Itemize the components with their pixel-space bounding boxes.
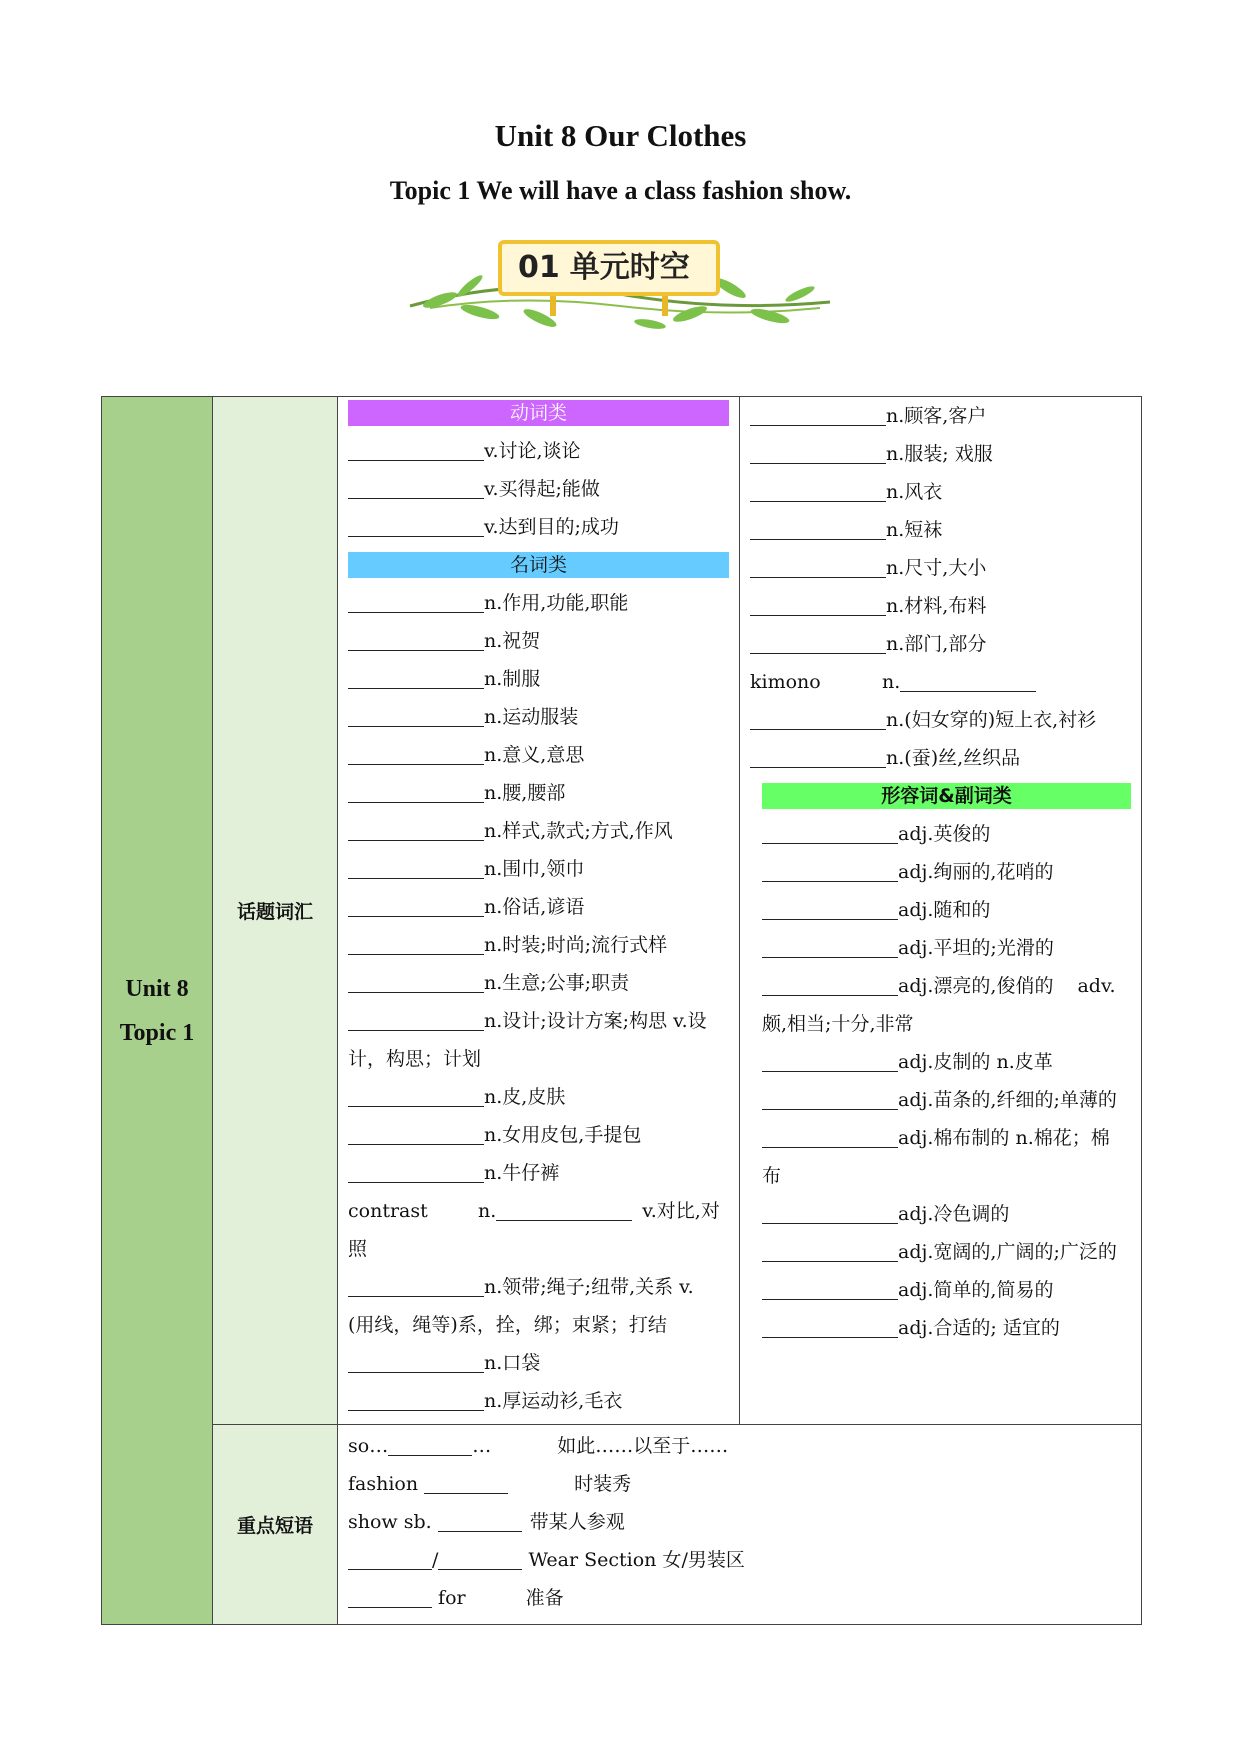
vocab-item: n.(蚕)丝,丝织品 bbox=[750, 739, 1131, 777]
vocab-item: n.祝贺 bbox=[348, 622, 729, 660]
answer-blank[interactable] bbox=[762, 1313, 898, 1338]
answer-blank[interactable] bbox=[750, 439, 886, 464]
answer-blank[interactable] bbox=[348, 512, 484, 537]
vocab-item: n.时装;时尚;流行式样 bbox=[348, 926, 729, 964]
answer-blank[interactable] bbox=[348, 664, 484, 689]
vocab-item: n.生意;公事;职责 bbox=[348, 964, 729, 1002]
vocab-item-continued: (用线，绳等)系，拴，绑；束紧；打结 bbox=[348, 1314, 667, 1336]
vocab-item: n.领带;绳子;纽带,关系 v. bbox=[348, 1268, 729, 1306]
vocab-item: kimono n. bbox=[750, 663, 1131, 701]
vocab-item: n.短袜 bbox=[750, 511, 1131, 549]
answer-blank[interactable] bbox=[762, 1085, 898, 1110]
vocab-item: n.俗话,谚语 bbox=[348, 888, 729, 926]
vocab-item: n.口袋 bbox=[348, 1344, 729, 1382]
answer-blank[interactable] bbox=[348, 702, 484, 727]
answer-blank[interactable] bbox=[388, 1431, 472, 1456]
section-banner bbox=[400, 236, 840, 346]
answer-blank[interactable] bbox=[762, 971, 898, 996]
vocab-item: n.设计;设计方案;构思 v.设 bbox=[348, 1002, 729, 1040]
vocab-item: n.厚运动衫,毛衣 bbox=[348, 1382, 729, 1420]
vocab-item: n.女用皮包,手提包 bbox=[348, 1116, 729, 1154]
vocab-left-column bbox=[338, 397, 740, 1425]
vocab-item: adj.随和的 bbox=[762, 891, 1131, 929]
answer-blank[interactable] bbox=[750, 401, 886, 426]
vocab-item: v.买得起;能做 bbox=[348, 470, 729, 508]
vocab-item: n.皮,皮肤 bbox=[348, 1078, 729, 1116]
answer-blank[interactable] bbox=[762, 1047, 898, 1072]
vocab-item: n.意义,意思 bbox=[348, 736, 729, 774]
answer-blank[interactable] bbox=[762, 1199, 898, 1224]
vocab-item: adj.棉布制的 n.棉花；棉 bbox=[762, 1119, 1131, 1157]
vocab-item: n.部门,部分 bbox=[750, 625, 1131, 663]
vocab-table bbox=[101, 396, 1142, 1625]
phrase-item: so… … 如此……以至于…… bbox=[348, 1427, 1131, 1465]
answer-blank[interactable] bbox=[762, 819, 898, 844]
vocab-item: adj.合适的; 适宜的 bbox=[762, 1309, 1131, 1347]
answer-blank[interactable] bbox=[348, 1158, 484, 1183]
vocab-item: adj.简单的,简易的 bbox=[762, 1271, 1131, 1309]
answer-blank[interactable] bbox=[750, 553, 886, 578]
vocab-item: n.作用,功能,职能 bbox=[348, 584, 729, 622]
vocab-item: adj.平坦的;光滑的 bbox=[762, 929, 1131, 967]
vocab-item: adj.冷色调的 bbox=[762, 1195, 1131, 1233]
section-label-phrases: 重点短语 bbox=[213, 1425, 338, 1625]
vocab-item: n.腰,腰部 bbox=[348, 774, 729, 812]
answer-blank[interactable] bbox=[762, 933, 898, 958]
section-label-vocab: 话题词汇 bbox=[213, 397, 338, 1425]
answer-blank[interactable] bbox=[762, 1275, 898, 1300]
answer-blank[interactable] bbox=[348, 778, 484, 803]
answer-blank[interactable] bbox=[348, 474, 484, 499]
vocab-item-continued: 布 bbox=[762, 1165, 782, 1187]
page-title: Unit 8 Our Clothes bbox=[494, 118, 747, 153]
vocab-right-column bbox=[740, 397, 1142, 1425]
page-subtitle: Topic 1 We will have a class fashion show. bbox=[389, 176, 852, 205]
vocab-item-continued: 颇,相当;十分,非常 bbox=[762, 1013, 914, 1035]
answer-blank[interactable] bbox=[750, 477, 886, 502]
vocab-item: adj.漂亮的,俊俏的 adv. bbox=[762, 967, 1131, 1005]
vocab-item: n.样式,款式;方式,作风 bbox=[348, 812, 729, 850]
vocab-item: n.围巾,领巾 bbox=[348, 850, 729, 888]
phrase-item: show sb. 带某人参观 bbox=[348, 1503, 1131, 1541]
vocab-item: adj.英俊的 bbox=[762, 815, 1131, 853]
answer-blank[interactable] bbox=[750, 705, 886, 730]
vocab-item: n.(妇女穿的)短上衣,衬衫 bbox=[750, 701, 1131, 739]
answer-blank[interactable] bbox=[750, 743, 886, 768]
answer-blank[interactable] bbox=[900, 667, 1036, 692]
phrases-cell bbox=[338, 1425, 1142, 1625]
answer-blank[interactable] bbox=[762, 857, 898, 882]
section-badge bbox=[498, 240, 720, 296]
vocab-item-continued: 计，构思；计划 bbox=[348, 1048, 482, 1070]
vocab-item: v.讨论,谈论 bbox=[348, 432, 729, 470]
phrase-item: for 准备 bbox=[348, 1579, 1131, 1617]
phrase-item: fashion 时装秀 bbox=[348, 1465, 1131, 1503]
category-verb: 动词类 bbox=[348, 400, 729, 426]
answer-blank[interactable] bbox=[750, 515, 886, 540]
answer-blank[interactable] bbox=[762, 1237, 898, 1262]
answer-blank[interactable] bbox=[348, 588, 484, 613]
answer-blank[interactable] bbox=[348, 816, 484, 841]
unit-label: Unit 8 bbox=[125, 975, 189, 1002]
answer-blank[interactable] bbox=[348, 1006, 484, 1031]
vocab-item: contrast n. v.对比,对 bbox=[348, 1192, 729, 1230]
vocab-item: n.服装; 戏服 bbox=[750, 435, 1131, 473]
answer-blank[interactable] bbox=[348, 968, 484, 993]
answer-blank[interactable] bbox=[438, 1545, 522, 1570]
vocab-item: n.顾客,客户 bbox=[750, 397, 1131, 435]
vocab-item: v.达到目的;成功 bbox=[348, 508, 729, 546]
answer-blank[interactable] bbox=[348, 1120, 484, 1145]
answer-blank[interactable] bbox=[348, 1082, 484, 1107]
answer-blank[interactable] bbox=[750, 629, 886, 654]
topic-label: Topic 1 bbox=[119, 1019, 195, 1046]
answer-blank[interactable] bbox=[348, 930, 484, 955]
answer-blank[interactable] bbox=[348, 892, 484, 917]
answer-blank[interactable] bbox=[762, 1123, 898, 1148]
vocab-item: n.牛仔裤 bbox=[348, 1154, 729, 1192]
answer-blank[interactable] bbox=[348, 1583, 432, 1608]
answer-blank[interactable] bbox=[348, 854, 484, 879]
vocab-item: adj.绚丽的,花哨的 bbox=[762, 853, 1131, 891]
vocab-item: adj.宽阔的,广阔的;广泛的 bbox=[762, 1233, 1131, 1271]
phrase-item: / Wear Section 女/男装区 bbox=[348, 1541, 1131, 1579]
vocab-item: adj.苗条的,纤细的;单薄的 bbox=[762, 1081, 1131, 1119]
vocab-item: n.风衣 bbox=[750, 473, 1131, 511]
answer-blank[interactable] bbox=[762, 895, 898, 920]
badge-number: 01 bbox=[518, 250, 560, 285]
category-adjective: 形容词&副词类 bbox=[762, 783, 1131, 809]
answer-blank[interactable] bbox=[750, 591, 886, 616]
vocab-item: n.制服 bbox=[348, 660, 729, 698]
answer-blank[interactable] bbox=[496, 1196, 632, 1221]
vocab-item: n.材料,布料 bbox=[750, 587, 1131, 625]
answer-blank[interactable] bbox=[424, 1469, 508, 1494]
answer-blank[interactable] bbox=[348, 626, 484, 651]
answer-blank[interactable] bbox=[348, 1348, 484, 1373]
vocab-item: n.尺寸,大小 bbox=[750, 549, 1131, 587]
vocab-item-continued: 照 bbox=[348, 1238, 368, 1260]
answer-blank[interactable] bbox=[348, 436, 484, 461]
badge-text: 单元时空 bbox=[569, 250, 690, 285]
vocab-item: n.运动服装 bbox=[348, 698, 729, 736]
answer-blank[interactable] bbox=[348, 1272, 484, 1297]
unit-cell bbox=[102, 397, 213, 1625]
vocab-item: adj.皮制的 n.皮革 bbox=[762, 1043, 1131, 1081]
answer-blank[interactable] bbox=[348, 1545, 432, 1570]
answer-blank[interactable] bbox=[438, 1507, 522, 1532]
answer-blank[interactable] bbox=[348, 1386, 484, 1411]
answer-blank[interactable] bbox=[348, 740, 484, 765]
category-noun: 名词类 bbox=[348, 552, 729, 578]
